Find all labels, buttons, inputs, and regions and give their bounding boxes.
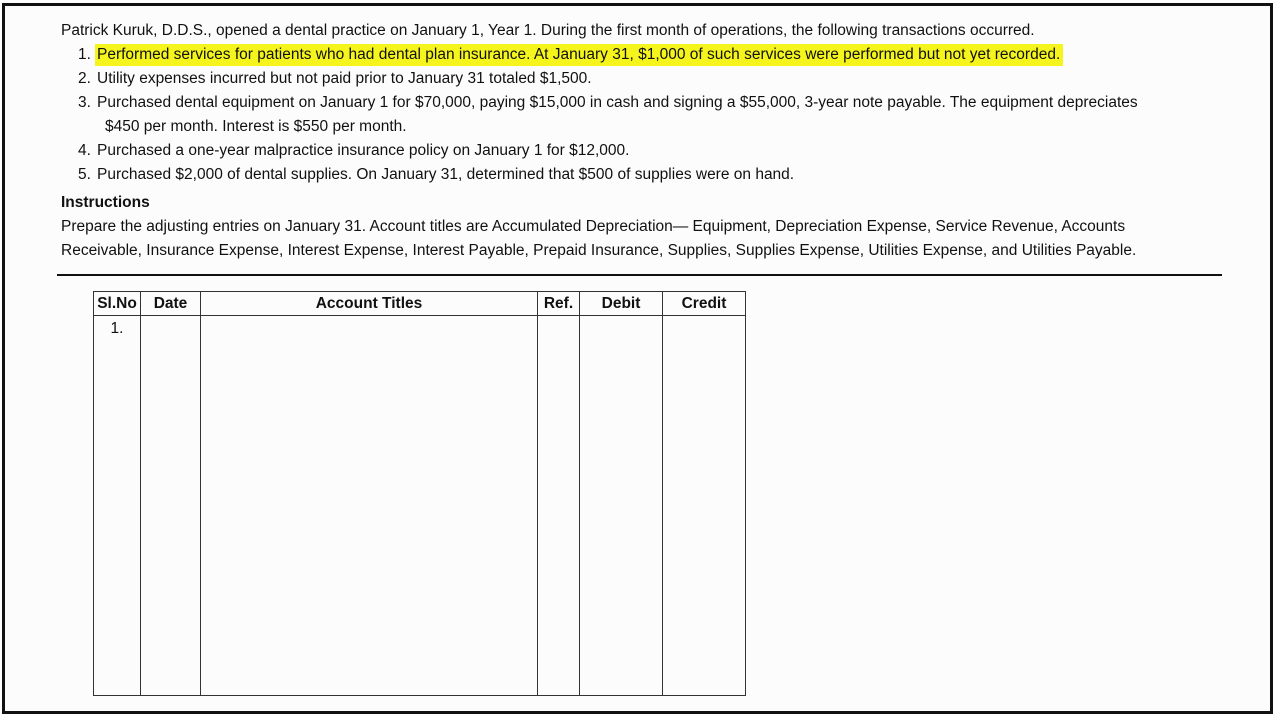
divider	[57, 274, 1222, 276]
transaction-text: Purchased a one-year malpractice insurance policy on January 1 for $12,000.	[97, 142, 630, 159]
transaction-number: 4.	[78, 142, 91, 159]
transaction-number: 2.	[78, 70, 91, 87]
problem-intro: Patrick Kuruk, D.D.S., opened a dental practice on January 1, Year 1. During the first month of operations, the following transactions occurred.	[61, 22, 1035, 39]
cell-slno: 1.	[94, 316, 141, 696]
transaction-number: 5.	[78, 166, 91, 183]
transaction-text: Purchased $2,000 of dental supplies. On January 31, determined that $500 of supplies were on hand.	[97, 166, 795, 183]
transaction-text: Purchased dental equipment on January 1 for $70,000, paying $15,000 in cash and signing a $55,000, 3-year note payable. The equipment depreciates	[97, 94, 1138, 111]
transaction-text: Utility expenses incurred but not paid prior to January 31 totaled $1,500.	[97, 70, 592, 87]
cell-debit[interactable]	[580, 316, 663, 696]
cell-account-titles[interactable]	[201, 316, 538, 696]
transaction-number: 3.	[78, 94, 91, 111]
journal-header-row	[94, 292, 746, 316]
cell-credit[interactable]	[663, 316, 746, 696]
transaction-number: 1.	[78, 46, 91, 63]
transaction-3-continued	[105, 118, 407, 136]
instructions-line-2: Receivable, Insurance Expense, Interest Expense, Interest Payable, Prepaid Insurance, Supplies, Supplies Expense, Utilities Expense, and Utilities Payable.	[61, 242, 1137, 259]
col-header-date: Date	[141, 292, 201, 316]
col-header-slno: Sl.No	[94, 292, 141, 316]
col-header-credit: Credit	[663, 292, 746, 316]
cell-ref[interactable]	[538, 316, 580, 696]
transaction-text: $450 per month. Interest is $550 per month.	[105, 118, 407, 135]
cell-date[interactable]	[141, 316, 201, 696]
col-header-account-titles: Account Titles	[201, 292, 538, 316]
journal-table	[93, 291, 746, 696]
col-header-debit: Debit	[580, 292, 663, 316]
col-header-ref: Ref.	[538, 292, 580, 316]
instructions-heading: Instructions	[61, 194, 150, 211]
highlighted-text: Performed services for patients who had dental plan insurance. At January 31, $1,000 of such services were performed but not yet recorded.	[95, 44, 1063, 66]
journal-row	[94, 316, 746, 696]
instructions-line-1: Prepare the adjusting entries on January 31. Account titles are Accumulated Depreciation— Equipment, Depreciation Expense, Service Revenue, Accounts	[61, 218, 1126, 235]
